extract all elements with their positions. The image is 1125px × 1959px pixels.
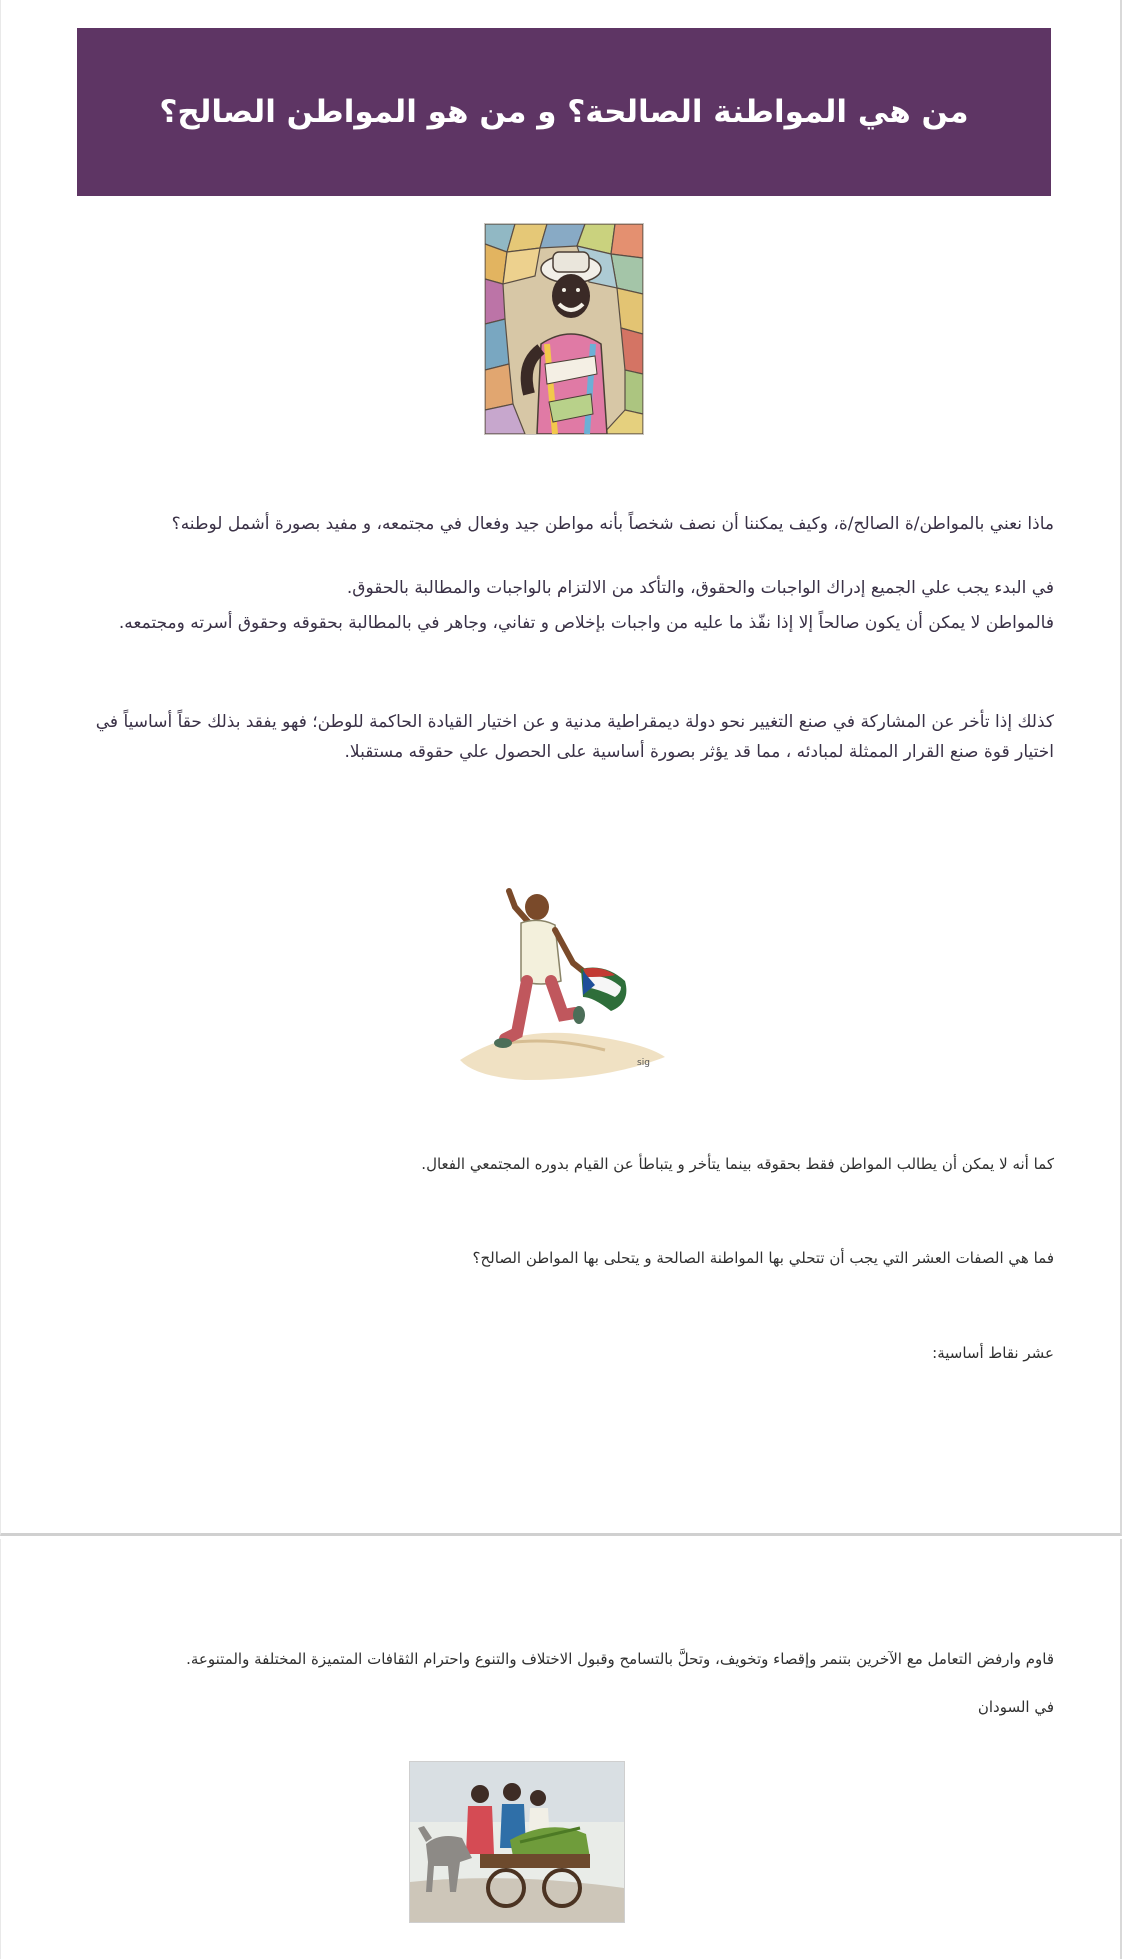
- title-banner: [77, 28, 1051, 196]
- paragraph-good-citizen: فالمواطن لا يمكن أن يكون صالحاً إلا إذا نفّذ ما عليه من واجبات بإخلاص و تفاني، وجاهر في بالمطالبة بحقوقه وحقوق أسرته ومجتمعه.: [118, 613, 1054, 633]
- paragraph-ten-qualities-question: فما هي الصفات العشر التي يجب أن تتحلي بها المواطنة الصالحة و يتحلى بها المواطن الصالح؟: [472, 1249, 1054, 1267]
- paragraph-tolerance: قاوم وارفض التعامل مع الآخرين بتنمر وإقصاء وتخويف، وتحلَّ بالتسامح وقبول الاختلاف والتنوع واحترام الثقافات المتميزة المختلفة والمتنوعة.: [186, 1650, 1054, 1668]
- stained-glass-portrait-image: [484, 223, 644, 435]
- page-title: من هي المواطنة الصالحة؟ و من هو المواطن الصالح؟: [159, 94, 969, 130]
- paragraph-in-sudan: في السودان: [977, 1698, 1054, 1716]
- paragraph-intro-question: ماذا نعني بالمواطن/ة الصالح/ة، وكيف يمكننا أن نصف شخصاً بأنه مواطن جيد وفعال في مجتمعه، و مفيد بصورة أشمل لوطنه؟: [171, 514, 1054, 534]
- donkey-cart-painting-image: [409, 1761, 625, 1923]
- paragraph-ten-points-heading: عشر نقاط أساسية:: [932, 1344, 1054, 1362]
- paragraph-duties-rights: في البدء يجب علي الجميع إدراك الواجبات والحقوق، والتأكد من الالتزام بالواجبات والمطالبة بالحقوق.: [346, 578, 1054, 598]
- paragraph-active-role: كما أنه لا يمكن أن يطالب المواطن فقط بحقوقه بينما يتأخر و يتباطأ عن القيام بدوره المجتمعي الفعال.: [421, 1155, 1054, 1173]
- svg-text:sig: sig: [637, 1058, 650, 1068]
- paragraph-participation: كذلك إذا تأخر عن المشاركة في صنع التغيير نحو دولة ديمقراطية مدنية و عن اختيار القيادة الحاكمة للوطن؛ فهو يفقد بذلك حقاً أساسياً في اختيار قوة صنع القرار الممثلة لمبادئه ، مما قد يؤثر بصورة أساسية على الحصول علي حقوقه مستقبلا.: [95, 712, 1054, 762]
- running-boy-with-flag-image: [455, 885, 673, 1085]
